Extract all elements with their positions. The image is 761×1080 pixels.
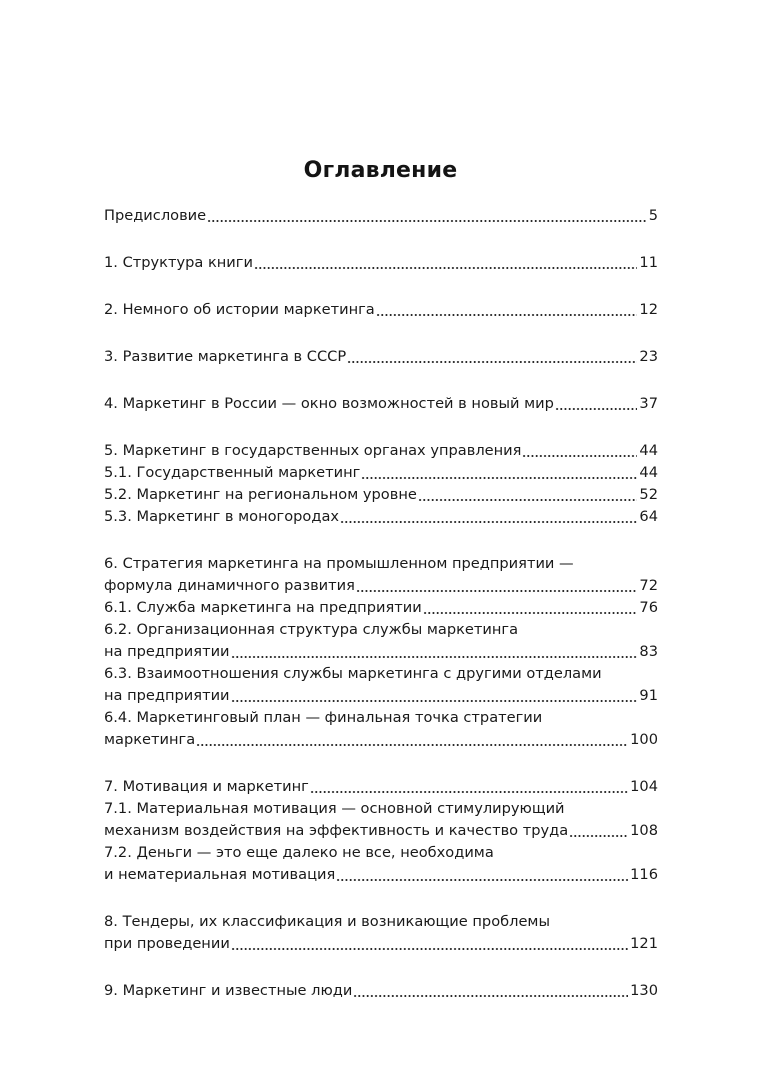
toc-entry[interactable] [104, 575, 658, 597]
toc-entry-first-line[interactable]: 6.3. Взаимоотношения службы маркетинга с другими отделами [104, 665, 602, 682]
toc-entry-text: 1. Структура книги [104, 254, 253, 271]
toc-entry-text: 5.1. Государственный маркетинг [104, 464, 361, 481]
toc-entry[interactable] [104, 393, 658, 415]
dot-leader [336, 879, 628, 881]
toc-title: Оглавление [303, 158, 458, 183]
toc-entry-first-line[interactable]: 6.2. Организационная структура службы маркетинга [104, 621, 519, 638]
toc-entry-page: 44 [639, 442, 658, 459]
dot-leader [555, 408, 638, 410]
toc-entry-text: маркетинга [104, 731, 196, 748]
toc-entry-first-line[interactable]: 6.4. Маркетинговый план — финальная точка стратегии [104, 709, 543, 726]
toc-entry-text: 7. Мотивация и маркетинг [104, 778, 309, 795]
toc-entry-page: 104 [630, 778, 658, 795]
toc-entry-page: 108 [630, 822, 658, 839]
toc-entry[interactable] [104, 864, 658, 886]
dot-leader [196, 744, 628, 746]
dot-leader [254, 267, 637, 269]
dot-leader [522, 455, 637, 457]
toc-entry[interactable] [104, 299, 658, 321]
toc-entry-text: Предисловие [104, 207, 207, 224]
toc-entry-text: 9. Маркетинг и известные люди [104, 982, 353, 999]
toc-entry-page: 12 [639, 301, 658, 318]
toc-entry[interactable] [104, 346, 658, 368]
toc-entry-page: 91 [639, 687, 658, 704]
toc-entry[interactable] [104, 820, 658, 842]
toc-entry[interactable] [104, 933, 658, 955]
toc-entry-page: 64 [639, 508, 658, 525]
dot-leader [418, 499, 638, 501]
toc-entry[interactable] [104, 462, 658, 484]
toc-entry-text: 5. Маркетинг в государственных органах управления [104, 442, 522, 459]
dot-leader [361, 477, 637, 479]
toc-entry[interactable] [104, 252, 658, 274]
toc-entry-page: 116 [630, 866, 658, 883]
toc-entry-text: 5.2. Маркетинг на региональном уровне [104, 486, 417, 503]
dot-leader [376, 314, 638, 316]
dot-leader [423, 612, 638, 614]
toc-entry[interactable] [104, 776, 658, 798]
toc-entry-text: на предприятии [104, 687, 230, 704]
toc-entry[interactable] [104, 506, 658, 528]
toc-entry[interactable] [104, 685, 658, 707]
toc-entry[interactable] [104, 484, 658, 506]
toc-entry-text: 4. Маркетинг в России — окно возможностей в новый мир [104, 395, 554, 412]
toc-entry-page: 23 [639, 348, 658, 365]
toc-entry-text: формула динамичного развития [104, 577, 355, 594]
toc-entry-page: 11 [639, 254, 658, 271]
toc-entry[interactable] [104, 440, 658, 462]
toc-entry-page: 76 [639, 599, 658, 616]
toc-entry[interactable] [104, 641, 658, 663]
toc-entry-page: 121 [630, 935, 658, 952]
dot-leader [353, 995, 628, 997]
toc-entry-page: 100 [630, 731, 658, 748]
toc-entry-page: 130 [630, 982, 658, 999]
toc-entry-page: 52 [639, 486, 658, 503]
dot-leader [231, 948, 628, 950]
dot-leader [310, 791, 628, 793]
toc-entry-first-line[interactable]: 8. Тендеры, их классификация и возникающие проблемы [104, 913, 550, 930]
toc-entry[interactable] [104, 980, 658, 1002]
toc-entry-page: 72 [639, 577, 658, 594]
toc-entry-page: 37 [639, 395, 658, 412]
toc-entry-text: 3. Развитие маркетинга в СССР [104, 348, 347, 365]
toc-entry-text: и нематериальная мотивация [104, 866, 336, 883]
toc-entry-page: 5 [648, 207, 658, 224]
toc-entry[interactable] [104, 597, 658, 619]
toc-entry-text: 2. Немного об истории маркетинга [104, 301, 375, 318]
dot-leader [347, 361, 637, 363]
toc-entry-first-line[interactable]: 7.2. Деньги — это еще далеко не все, необходима [104, 844, 494, 861]
toc-entry[interactable] [104, 729, 658, 751]
dot-leader [231, 700, 638, 702]
toc-entry-text: 6.1. Служба маркетинга на предприятии [104, 599, 422, 616]
dot-leader [231, 656, 638, 658]
toc-entry-page: 44 [639, 464, 658, 481]
toc-list [104, 205, 658, 1002]
toc-entry[interactable] [104, 205, 658, 227]
dot-leader [569, 835, 628, 837]
dot-leader [356, 590, 637, 592]
toc-entry-first-line[interactable]: 6. Стратегия маркетинга на промышленном предприятии — [104, 555, 574, 572]
toc-entry-text: механизм воздействия на эффективность и качество труда [104, 822, 569, 839]
toc-entry-first-line[interactable]: 7.1. Материальная мотивация — основной стимулирующий [104, 800, 565, 817]
dot-leader [207, 220, 647, 222]
toc-entry-text: на предприятии [104, 643, 230, 660]
toc-entry-text: при проведении [104, 935, 230, 952]
toc-entry-text: 5.3. Маркетинг в моногородах [104, 508, 340, 525]
dot-leader [340, 521, 637, 523]
toc-entry-page: 83 [639, 643, 658, 660]
